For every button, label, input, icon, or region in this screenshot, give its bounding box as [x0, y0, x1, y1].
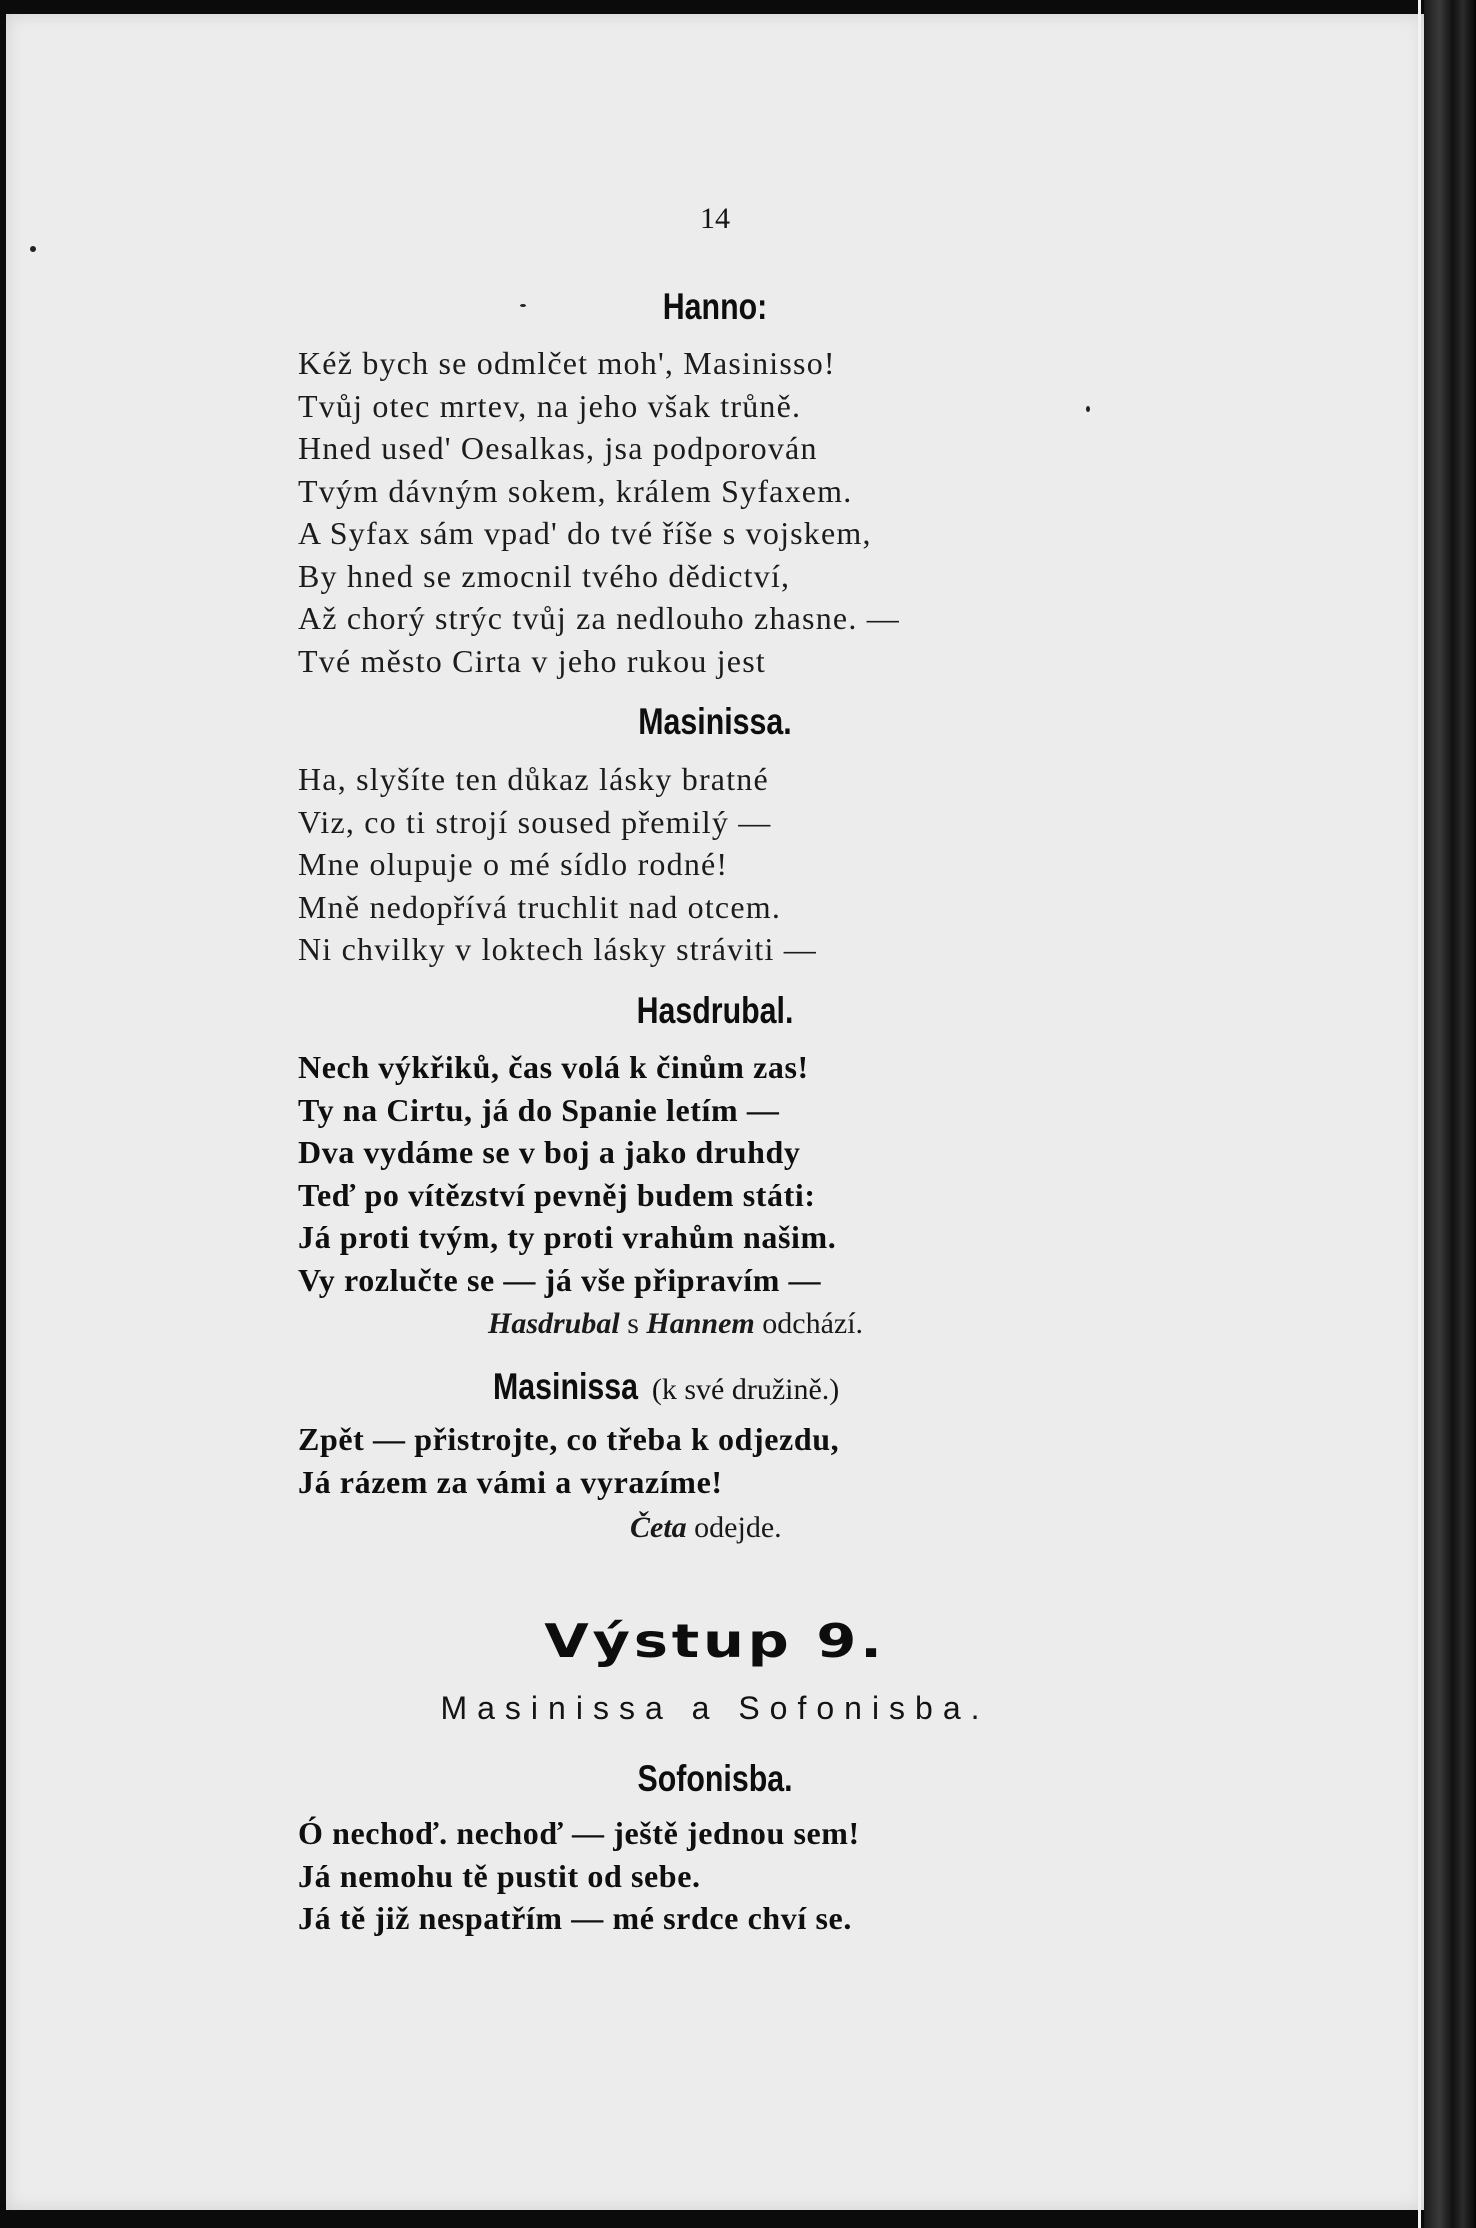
hasdrubal-speech	[298, 1046, 836, 1301]
speaker-name: Masinissa	[493, 1366, 639, 1407]
stage-verb: odchází.	[754, 1307, 864, 1340]
ink-speck	[520, 304, 526, 307]
verse-line: Já tě již nespatřím — mé srdce chví se.	[298, 1900, 852, 1936]
verse-line: Kéž bych se odmlčet moh', Masinisso!	[298, 345, 836, 381]
verse-line: Mně nedopřívá truchlit nad otcem.	[298, 888, 782, 925]
book-spine	[1424, 0, 1476, 2228]
verse-line: Já proti tvým, ty proti vrahům našim.	[298, 1219, 837, 1255]
stage-character: Hasdrubal	[488, 1307, 620, 1340]
page-number: 14	[700, 202, 730, 235]
book-page	[6, 14, 1424, 2210]
speaker-note: (k své družině.)	[651, 1373, 840, 1406]
verse-line: Až chorý strýc tvůj za nedlouho zhasne. —	[298, 600, 900, 636]
stage-subject: Četa	[630, 1511, 687, 1544]
verse-line: Tvé město Cirta v jeho rukou jest	[298, 642, 766, 679]
stage-verb: odejde.	[686, 1511, 782, 1544]
speaker-sofonisba: Sofonisba.	[637, 1758, 793, 1799]
verse-line: By hned se zmocnil tvého dědictví,	[298, 557, 791, 594]
verse-line: Ha, slyšíte ten důkaz lásky bratné	[298, 761, 769, 797]
verse-line: Já nemohu tě pustit od sebe.	[298, 1857, 701, 1894]
scene-characters: Masinissa a Sofonisba.	[440, 1690, 990, 1726]
stage-direction-exit	[488, 1307, 863, 1341]
verse-line: Ni chvilky v loktech lásky stráviti —	[298, 931, 817, 967]
verse-line: Mne olupuje o mé sídlo rodné!	[298, 846, 729, 882]
speaker-hanno: Hanno:	[662, 286, 768, 327]
ink-speck	[1086, 406, 1090, 412]
verse-line: Ty na Cirtu, já do Spanie letím —	[298, 1091, 780, 1128]
hanno-speech	[298, 342, 900, 682]
stage-character: Hannem	[646, 1307, 755, 1340]
speaker-masinissa: Masinissa.	[638, 701, 792, 742]
verse-line: Teď po vítězství pevněj budem státi:	[298, 1176, 816, 1213]
verse-line: Viz, co ti strojí soused přemilý —	[298, 803, 772, 840]
speaker-masinissa-inline	[493, 1366, 839, 1408]
stage-direction-depart	[630, 1511, 782, 1545]
verse-line: Tvůj otec mrtev, na jeho však trůně.	[298, 387, 802, 424]
verse-line: Dva vydáme se v boj a jako druhdy	[298, 1134, 801, 1170]
scene-title: Výstup 9.	[544, 1614, 886, 1668]
verse-line: Nech výkřiků, čas volá k činům zas!	[298, 1049, 809, 1085]
sofonisba-speech	[298, 1812, 860, 1940]
verse-line: Já rázem za vámi a vyrazíme!	[298, 1463, 723, 1500]
verse-line: Ó nechoď. nechoď — ještě jednou sem!	[298, 1815, 860, 1851]
verse-line: Vy rozlučte se — já vše připravím —	[298, 1261, 822, 1298]
speaker-hasdrubal: Hasdrubal.	[636, 990, 794, 1031]
verse-line: Zpět — přistrojte, co třeba k odjezdu,	[298, 1421, 840, 1457]
stage-conjunction: s	[619, 1307, 647, 1340]
masinissa-command	[298, 1418, 839, 1503]
ink-speck	[30, 246, 36, 252]
verse-line: Tvým dávným sokem, králem Syfaxem.	[298, 472, 853, 509]
masinissa-speech	[298, 758, 817, 971]
verse-line: Hned used' Oesalkas, jsa podporován	[298, 430, 818, 466]
page-edge	[1418, 0, 1421, 2228]
verse-line: A Syfax sám vpad' do tvé říše s vojskem,	[298, 515, 872, 551]
